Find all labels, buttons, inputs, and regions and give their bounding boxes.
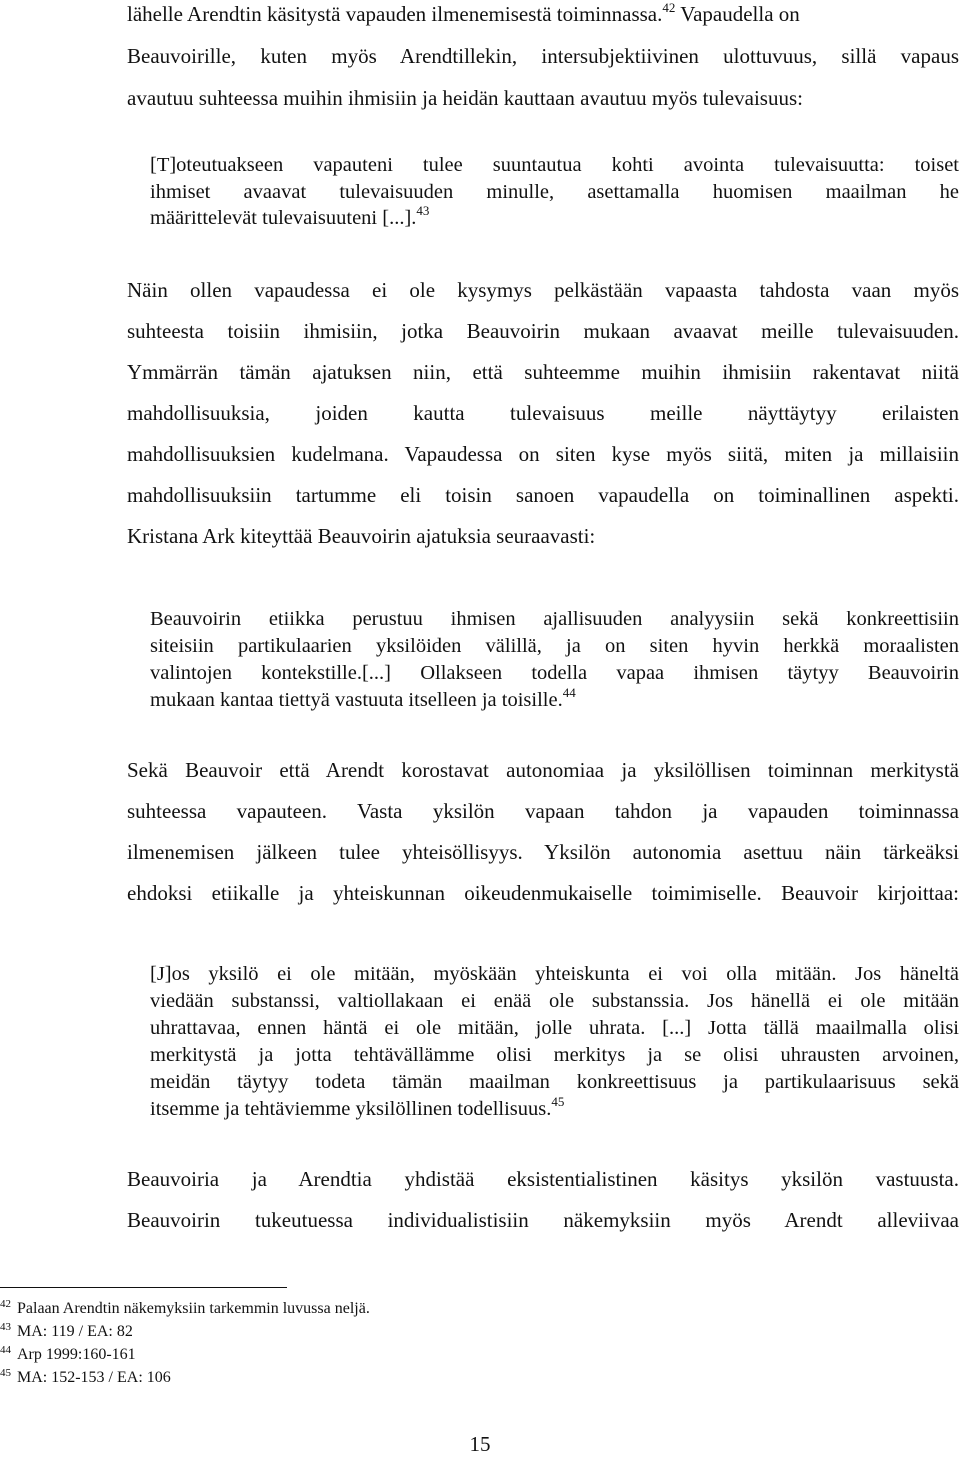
footnote-number: 44	[0, 1344, 11, 1356]
quote-2-line-3: valintojen kontekstille.[...] Ollakseen todella vapaa ihmisen täytyy Beauvoirin	[150, 662, 959, 684]
quote-3-line-1: [J]os yksilö ei ole mitään, myöskään yhteiskunta ei voi olla mitään. Jos häneltä	[150, 963, 959, 985]
quote-3-line-5: meidän täytyy todeta tämän maailman konkreettisuus ja partikulaarisuus sekä	[150, 1071, 959, 1093]
footnote-text: Arp 1999:160-161	[17, 1346, 136, 1363]
footnote-number: 42	[0, 1298, 11, 1310]
footnote-ref-42: 42	[662, 0, 676, 15]
text-span: määrittelevät tulevaisuuteni [...].	[150, 207, 417, 229]
footnote-text: MA: 119 / EA: 82	[17, 1323, 133, 1340]
paragraph-1-line-3: avautuu suhteessa muihin ihmisiin ja heidän kauttaan avautuu myös tulevaisuus:	[127, 86, 803, 110]
paragraph-4-line-1: Beauvoiria ja Arendtia yhdistää eksistentialistinen käsitys yksilön vastuusta.	[127, 1167, 959, 1191]
footnote-44	[0, 1345, 136, 1365]
footnote-number: 45	[0, 1367, 11, 1379]
paragraph-4-line-2: Beauvoirin tukeutuessa individualistisiin näkemyksiin myös Arendt alleviivaa	[127, 1208, 959, 1232]
footnote-divider	[0, 1287, 287, 1288]
text-span: Vapaudella on	[680, 2, 800, 26]
footnote-45	[0, 1368, 171, 1388]
page-number: 15	[469, 1432, 491, 1456]
paragraph-1-line-2: Beauvoirille, kuten myös Arendtillekin, intersubjektiivinen ulottuvuus, sillä vapaus	[127, 44, 959, 68]
quote-1-line-3	[150, 203, 959, 230]
quote-1-line-1: [T]oteutuakseen vapauteni tulee suuntautua kohti avointa tulevaisuutta: toiset	[150, 154, 959, 176]
footnote-43	[0, 1322, 133, 1342]
paragraph-2-line-4: mahdollisuuksia, joiden kautta tulevaisuus meille näyttäytyy erilaisten	[127, 401, 959, 425]
text-span: mukaan kantaa tiettyä vastuuta itselleen ja toisille.	[150, 689, 563, 711]
paragraph-3-line-2: suhteessa vapauteen. Vasta yksilön vapaan tahdon ja vapauden toiminnassa	[127, 799, 959, 823]
paragraph-2-line-3: Ymmärrän tämän ajatuksen niin, että suhteemme muihin ihmisiin rakentavat niitä	[127, 360, 959, 384]
paragraph-2-line-1: Näin ollen vapaudessa ei ole kysymys pelkästään vapaasta tahdosta vaan myös	[127, 278, 959, 302]
footnote-ref-45: 45	[551, 1094, 565, 1109]
footnote-number: 43	[0, 1321, 11, 1333]
paragraph-2-line-2: suhteesta toisiin ihmisiin, jotka Beauvoirin mukaan avaavat meille tulevaisuuden.	[127, 319, 959, 343]
footnote-text: Palaan Arendtin näkemyksiin tarkemmin luvussa neljä.	[17, 1300, 370, 1317]
paragraph-3-line-3: ilmenemisen jälkeen tulee yhteisöllisyys. Yksilön autonomia asettuu näin tärkeäksi	[127, 840, 959, 864]
quote-3-line-6	[150, 1094, 959, 1121]
paragraph-2-line-6: mahdollisuuksiin tartumme eli toisin sanoen vapaudella on toiminallinen aspekti.	[127, 483, 959, 507]
paragraph-2-line-7: Kristana Ark kiteyttää Beauvoirin ajatuksia seuraavasti:	[127, 524, 596, 548]
quote-2-line-2: siteisiin partikulaarien yksilöiden välillä, ja on siten hyvin herkkä moraalisten	[150, 635, 959, 657]
text-span: lähelle Arendtin käsitystä vapauden ilmenemisestä toiminnassa.	[127, 2, 663, 26]
quote-2-line-4	[150, 685, 959, 712]
footnote-text: MA: 152-153 / EA: 106	[17, 1369, 171, 1386]
paragraph-3-line-4: ehdoksi etiikalle ja yhteiskunnan oikeudenmukaiselle toimimiselle. Beauvoir kirjoittaa:	[127, 881, 959, 905]
text-span: itsemme ja tehtäviemme yksilöllinen todellisuus.	[150, 1098, 552, 1120]
footnote-ref-44: 44	[562, 685, 576, 700]
quote-1-line-2: ihmiset avaavat tulevaisuuden minulle, asettamalla huomisen maailman he	[150, 181, 959, 203]
quote-3-line-4: merkitystä ja jotta tehtävällämme olisi merkitys ja se olisi uhrausten arvoinen,	[150, 1044, 959, 1066]
quote-2-line-1: Beauvoirin etiikka perustuu ihmisen ajallisuuden analyysiin sekä konkreettisiin	[150, 608, 959, 630]
quote-3-line-2: viedään substanssi, valtiollakaan ei enää ole substanssia. Jos hänellä ei ole mitään	[150, 990, 959, 1012]
quote-3-line-3: uhrattavaa, ennen häntä ei ole mitään, jolle uhrata. [...] Jotta tällä maailmalla olisi	[150, 1017, 959, 1039]
paragraph-2-line-5: mahdollisuuksien kudelmana. Vapaudessa on siten kyse myös siitä, miten ja millaisiin	[127, 442, 959, 466]
paragraph-1-line-1	[127, 2, 959, 26]
footnote-42	[0, 1299, 370, 1319]
footnote-ref-43: 43	[416, 203, 430, 218]
paragraph-3-line-1: Sekä Beauvoir että Arendt korostavat autonomiaa ja yksilöllisen toiminnan merkitystä	[127, 758, 959, 782]
